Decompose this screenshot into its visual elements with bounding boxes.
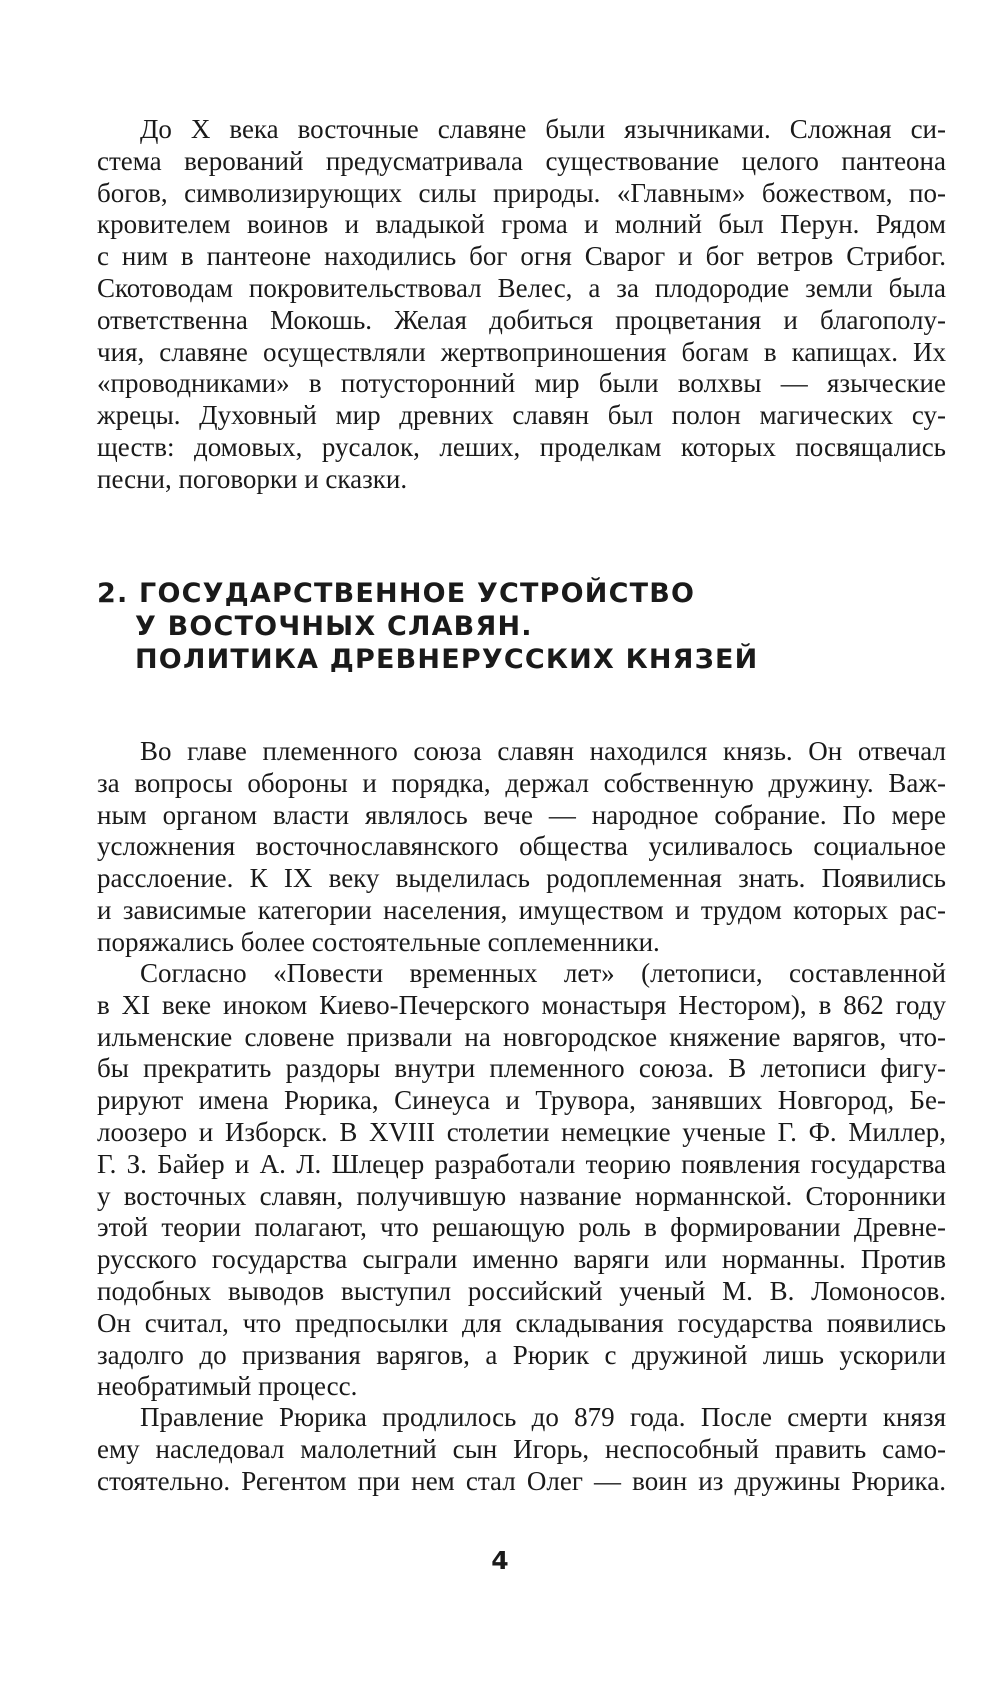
- paragraph-rurik-reign: [97, 1402, 946, 1497]
- text-line: ным органом власти являлось вече — народное собрание. По мере: [97, 799, 946, 830]
- paragraph-paganism: [97, 114, 946, 496]
- text-line: чия, славяне осуществляли жертвоприношения богам в капищах. Их: [97, 336, 946, 367]
- text-line: подобных выводов выступил российский ученый М. В. Ломоносов.: [97, 1275, 946, 1306]
- text-line: бы прекратить раздоры внутри племенного союза. В летописи фигу-: [97, 1053, 946, 1084]
- text-line: песни, поговорки и сказки.: [97, 463, 408, 494]
- heading-line: ПОЛИТИКА ДРЕВНЕРУССКИХ КНЯЗЕЙ: [135, 644, 759, 675]
- text-line: расслоение. К IX веку выделилась родоплеменная знать. Появились: [97, 863, 946, 894]
- text-line: До X века восточные славяне были язычниками. Сложная си-: [140, 114, 946, 144]
- text-line: Во главе племенного союза славян находился князь. Он отвечал: [140, 736, 946, 766]
- text-line: ильменские словене призвали на новгородское княжение варягов, что-: [97, 1021, 946, 1052]
- text-line: усложнения восточнославянского общества усиливалось социальное: [97, 831, 946, 862]
- text-line: жрецы. Духовный мир древних славян был полон магических су-: [97, 400, 946, 431]
- text-line: в XI веке иноком Киево-Печерского монастыря Нестором), в 862 году: [97, 989, 946, 1020]
- text-line: Правление Рюрика продлилось до 879 года. После смерти князя: [140, 1402, 946, 1432]
- text-line: у восточных славян, получившую название норманнской. Сторонники: [97, 1180, 946, 1211]
- text-line: и зависимые категории населения, имуществом и трудом которых рас-: [97, 894, 946, 925]
- text-line: Согласно «Повести временных лет» (летописи, составленной: [140, 958, 946, 988]
- text-line: стоятельно. Регентом при нем стал Олег — воин из дружины Рюрика.: [97, 1465, 946, 1496]
- text-line: за вопросы обороны и порядка, держал собственную дружину. Важ-: [97, 767, 946, 798]
- heading-line: 2. ГОСУДАРСТВЕННОЕ УСТРОЙСТВО: [97, 578, 696, 609]
- text-line: необратимый процесс.: [97, 1371, 358, 1402]
- text-line: стема верований предусматривала существование целого пантеона: [97, 145, 946, 176]
- text-line: ему наследовал малолетний сын Игорь, неспособный править само-: [97, 1433, 946, 1464]
- paragraph-prince-governance: [97, 736, 946, 959]
- paragraph-norman-theory: [97, 958, 946, 1403]
- text-line: задолго до призвания варягов, а Рюрик с дружиной лишь ускорили: [97, 1339, 946, 1370]
- text-line: Скотоводам покровительствовал Велес, а за плодородие земли была: [97, 272, 946, 303]
- text-line: ответственна Мокошь. Желая добиться процветания и благополу-: [97, 304, 946, 335]
- text-line: поряжались более состоятельные соплеменники.: [97, 926, 660, 957]
- text-line: ществ: домовых, русалок, леших, проделкам которых посвящались: [97, 431, 946, 462]
- section-heading: [97, 577, 946, 676]
- heading-line: У ВОСТОЧНЫХ СЛАВЯН.: [135, 611, 533, 642]
- text-line: Он считал, что предпосылки для складывания государства появились: [97, 1307, 946, 1338]
- text-line: богов, символизирующих силы природы. «Главным» божеством, по-: [97, 177, 946, 208]
- text-line: рируют имена Рюрика, Синеуса и Трувора, занявших Новгород, Бе-: [97, 1085, 946, 1116]
- text-line: русского государства сыграли именно варяги или норманны. Против: [97, 1244, 946, 1275]
- text-line: «проводниками» в потусторонний мир были волхвы — языческие: [97, 368, 946, 399]
- text-line: с ним в пантеоне находились бог огня Сварог и бог ветров Стрибог.: [97, 241, 946, 272]
- text-line: лоозеро и Изборск. В XVIII столетии немецкие ученые Г. Ф. Миллер,: [97, 1116, 946, 1147]
- text-line: Г. З. Байер и А. Л. Шлецер разработали теорию появления государства: [97, 1148, 946, 1179]
- text-line: кровителем воинов и владыкой грома и молний был Перун. Рядом: [97, 209, 946, 240]
- page-number: 4: [491, 1546, 509, 1575]
- text-line: этой теории полагают, что решающую роль в формировании Древне-: [97, 1212, 946, 1243]
